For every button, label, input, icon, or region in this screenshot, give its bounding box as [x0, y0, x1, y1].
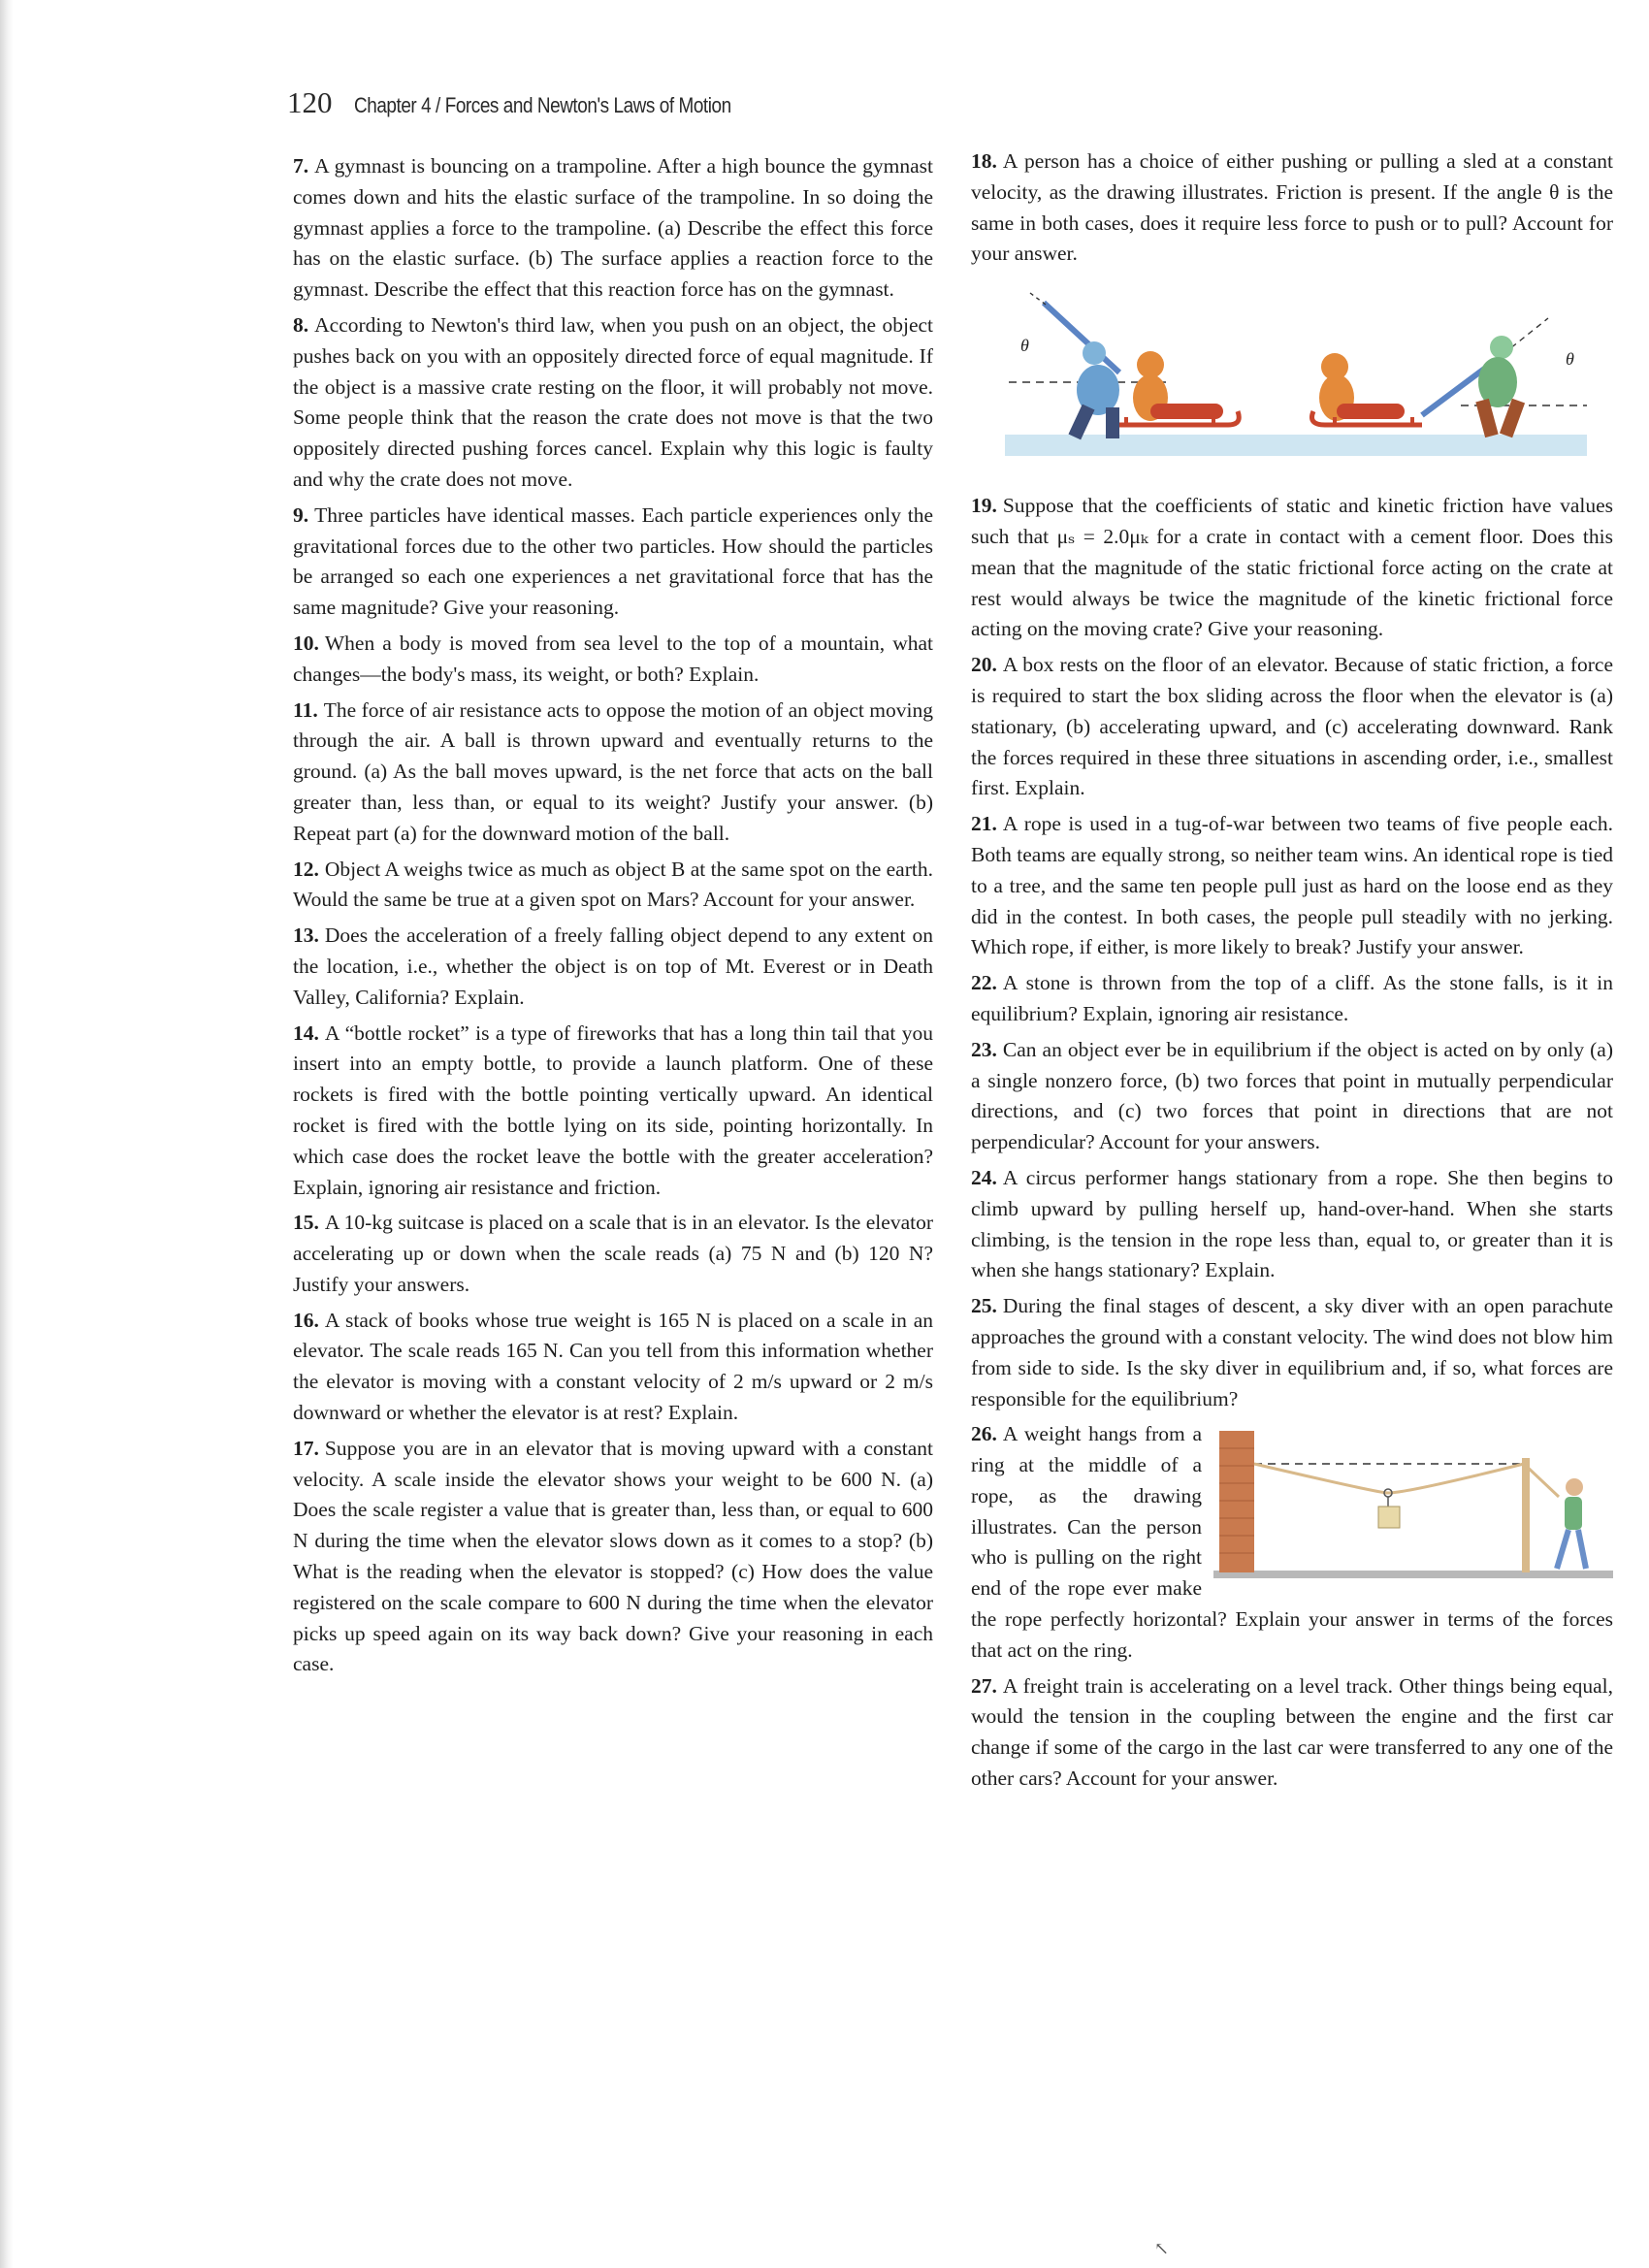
pusher-head	[1083, 341, 1106, 365]
question-text: During the final stages of descent, a sky diver with an open parachute approaches the ground with a constant velocity. The wind does not blow him from side to side. Is the sky diver in equilibrium and, if so, what forces are responsible for the equilibrium?	[971, 1294, 1613, 1410]
question-text: Object A weighs twice as much as object B at the same spot on the earth. Would the same be true at a given spot on Mars? Account for your answer.	[293, 857, 933, 912]
hanging-weight-figure	[1213, 1425, 1613, 1578]
question-27	[971, 1671, 1613, 1795]
question-number: 26.	[971, 1422, 997, 1446]
question-24	[971, 1163, 1613, 1286]
question-18	[971, 146, 1613, 270]
question-number: 16.	[293, 1308, 319, 1332]
question-text: A stone is thrown from the top of a cliff. As the stone falls, is it in equilibrium? Explain, ignoring air resistance.	[971, 971, 1613, 1025]
question-number: 7.	[293, 154, 309, 178]
question-25	[971, 1291, 1613, 1414]
question-text: Does the acceleration of a freely falling object depend to any extent on the location, i.e., whether the object is on top of Mt. Everest or in Death Valley, California? Explain.	[293, 923, 933, 1009]
scan-mark: ↖	[1154, 2239, 1170, 2258]
pole-extension-left	[1030, 293, 1046, 305]
question-text: A weight hangs from a ring at the middle of a rope, as the drawing illustrates. Can the person who is pulling on the right end of the rope ever make the rope perfectly horizontal? Explain your answer in terms of the forces that act on the ring.	[971, 1422, 1613, 1662]
page-header	[287, 85, 792, 124]
question-number: 11.	[293, 697, 318, 722]
question-10	[293, 629, 933, 691]
question-number: 12.	[293, 857, 319, 881]
question-text: A person has a choice of either pushing or pulling a sled at a constant velocity, as the drawing illustrates. Friction is present. If the angle θ is the same in both cases, does it require less force to push or to pull? Account for your answer.	[971, 149, 1613, 266]
question-19	[971, 491, 1613, 645]
question-number: 27.	[971, 1673, 997, 1698]
question-number: 24.	[971, 1165, 997, 1189]
question-text: Three particles have identical masses. Each particle experiences only the gravitational forces due to the other two particles. How should the particles be arranged so each one experiences a net gravitational force that has the same magnitude? Give your reasoning.	[293, 502, 933, 620]
question-text: Suppose you are in an elevator that is moving upward with a constant velocity. A scale inside the elevator shows your weight to be 600 N. (a) Does the scale register a value that is greater than, less than, or equal to 600 N during the time when the elevator slows down as it comes to a stop? (b) What is the reading when the elevator is stopped? (c) How does the value registered on the scale compare to 600 N during the time when the elevator picks up speed again on its way back down? Give your reasoning in each case.	[293, 1436, 933, 1676]
chapter-title: Chapter 4 / Forces and Newton's Laws of Motion	[353, 93, 731, 117]
question-16	[293, 1306, 933, 1429]
question-number: 9.	[293, 502, 309, 527]
question-text: A “bottle rocket” is a type of fireworks that has a long thin tail that you insert into an empty bottle, to provide a launch platform. One of these rockets is fired with the bottle pointing vertically upward. An identical rocket is fired with the bottle lying on its side, pointing horizontally. In which case does the rocket leave the bottle with the greater acceleration? Explain, ignoring air resistance and friction.	[293, 1021, 933, 1199]
hanging-weight	[1378, 1507, 1400, 1528]
theta-left-label: θ	[1020, 336, 1029, 356]
right-column	[971, 146, 1613, 1799]
snow-ground	[1005, 435, 1587, 456]
page-number: 120	[287, 85, 333, 119]
question-22	[971, 968, 1613, 1030]
person-leg	[1578, 1530, 1586, 1569]
question-number: 21.	[971, 812, 997, 836]
question-14	[293, 1019, 933, 1204]
pusher-leg	[1068, 405, 1094, 440]
question-number: 8.	[293, 312, 309, 337]
rider-legs	[1150, 404, 1223, 419]
question-number: 22.	[971, 971, 997, 995]
question-text: A gymnast is bouncing on a trampoline. After a high bounce the gymnast comes down and hits the elastic surface of the trampoline. In so doing the gymnast applies a force to the trampoline. (a) Describe the effect this force has on the elastic surface. (b) The surface applies a reaction force to the gymnast. Describe the effect that this reaction force has on the gymnast.	[293, 154, 933, 302]
question-number: 25.	[971, 1294, 997, 1318]
person-leg	[1557, 1530, 1568, 1569]
question-text: A box rests on the floor of an elevator. Because of static friction, a force is required to start the box sliding across the floor when the elevator is (a) stationary, (b) accelerating upward, and (c) accelerating downward. Rank the forces required in these three situations in ascending order, i.e., smallest first. Explain.	[971, 653, 1613, 800]
rider-legs	[1337, 404, 1405, 419]
question-11	[293, 696, 933, 850]
question-text: A stack of books whose true weight is 165 N is placed on a scale in an elevator. The scale reads 165 N. Can you tell from this information whether the elevator is moving with a constant velocity of 2 m/s upward or 2 m/s downward or whether the elevator is at rest? Explain.	[293, 1308, 933, 1425]
scan-edge	[0, 0, 14, 2268]
question-7	[293, 151, 933, 306]
question-text: When a body is moved from sea level to the top of a mountain, what changes—the body's mass, its weight, or both? Explain.	[293, 631, 933, 686]
puller-head	[1490, 336, 1513, 359]
post	[1522, 1458, 1530, 1572]
question-9	[293, 501, 933, 624]
question-number: 17.	[293, 1436, 319, 1460]
person-torso	[1565, 1497, 1582, 1530]
question-17	[293, 1434, 933, 1680]
push-pole	[1044, 303, 1119, 373]
question-text: The force of air resistance acts to oppose the motion of an object moving through the air. A ball is thrown upward and eventually returns to the ground. (a) As the ball moves upward, is the net force that acts on the ball greater than, less than, or equal to its weight? Justify your answer. (b) Repeat part (a) for the downward motion of the ball.	[293, 697, 933, 845]
question-number: 19.	[971, 494, 997, 518]
left-column	[293, 151, 933, 1685]
question-text: According to Newton's third law, when you push on an object, the object pushes back on you with an oppositely directed force of equal magnitude. If the object is a massive crate resting on the floor, it will probably not move. Some people think that the reason the crate does not move is that the two oppositely directed pushing forces cancel. Explain why this logic is faulty and why the crate does not move.	[293, 312, 933, 491]
question-15	[293, 1208, 933, 1300]
question-20	[971, 650, 1613, 804]
question-text: Can an object ever be in equilibrium if the object is acted on by only (a) a single nonzero force, (b) two forces that point in mutually perpendicular directions, and (c) two forces that point in directions that are not perpendicular? Account for your answers.	[971, 1037, 1613, 1154]
ground-line	[1213, 1571, 1613, 1578]
rider-head	[1137, 351, 1164, 378]
question-number: 15.	[293, 1211, 319, 1235]
theta-right-label: θ	[1566, 349, 1574, 370]
question-text: A freight train is accelerating on a level track. Other things being equal, would the tension in the coupling between the engine and the first car change if some of the cargo in the last car were transferred to any one of the other cars? Account for your answer.	[971, 1673, 1613, 1791]
question-26-block	[971, 1419, 1613, 1666]
brick-wall	[1219, 1431, 1254, 1572]
question-number: 14.	[293, 1021, 319, 1045]
question-number: 18.	[971, 149, 997, 173]
pusher-leg	[1106, 407, 1119, 438]
question-number: 23.	[971, 1037, 997, 1061]
question-8	[293, 310, 933, 496]
person-head	[1566, 1478, 1583, 1496]
question-number: 20.	[971, 653, 997, 677]
question-number: 10.	[293, 631, 319, 655]
question-text: A rope is used in a tug-of-war between two teams of five people each. Both teams are equally strong, so neither team wins. An identical rope is tied to a tree, and the same ten people pull just as hard on the loose end as they did in the contest. In both cases, the people pull steadily with no jerking. Which rope, if either, is more likely to break? Justify your answer.	[971, 812, 1613, 959]
question-text: A circus performer hangs stationary from a rope. She then begins to climb upward by pulling herself up, hand-over-hand. When she starts climbing, is the tension in the rope less than, equal to, or greater than it is when she hangs stationary? Explain.	[971, 1165, 1613, 1282]
question-12	[293, 855, 933, 917]
question-23	[971, 1035, 1613, 1158]
question-13	[293, 921, 933, 1013]
question-text: A 10-kg suitcase is placed on a scale that is in an elevator. Is the elevator accelerating up or down when the scale reads (a) 75 N and (b) 120 N? Justify your answers.	[293, 1211, 933, 1296]
question-21	[971, 809, 1613, 963]
question-number: 13.	[293, 923, 319, 948]
sled-push-pull-figure	[1005, 289, 1587, 464]
question-text: Suppose that the coefficients of static and kinetic friction have values such that μₛ = 2.0μₖ for a crate in contact with a cement floor. Does this mean that the magnitude of the static frictional force acting on the crate at rest would always be twice the magnitude of the kinetic frictional force acting on the moving crate? Give your reasoning.	[971, 494, 1613, 641]
